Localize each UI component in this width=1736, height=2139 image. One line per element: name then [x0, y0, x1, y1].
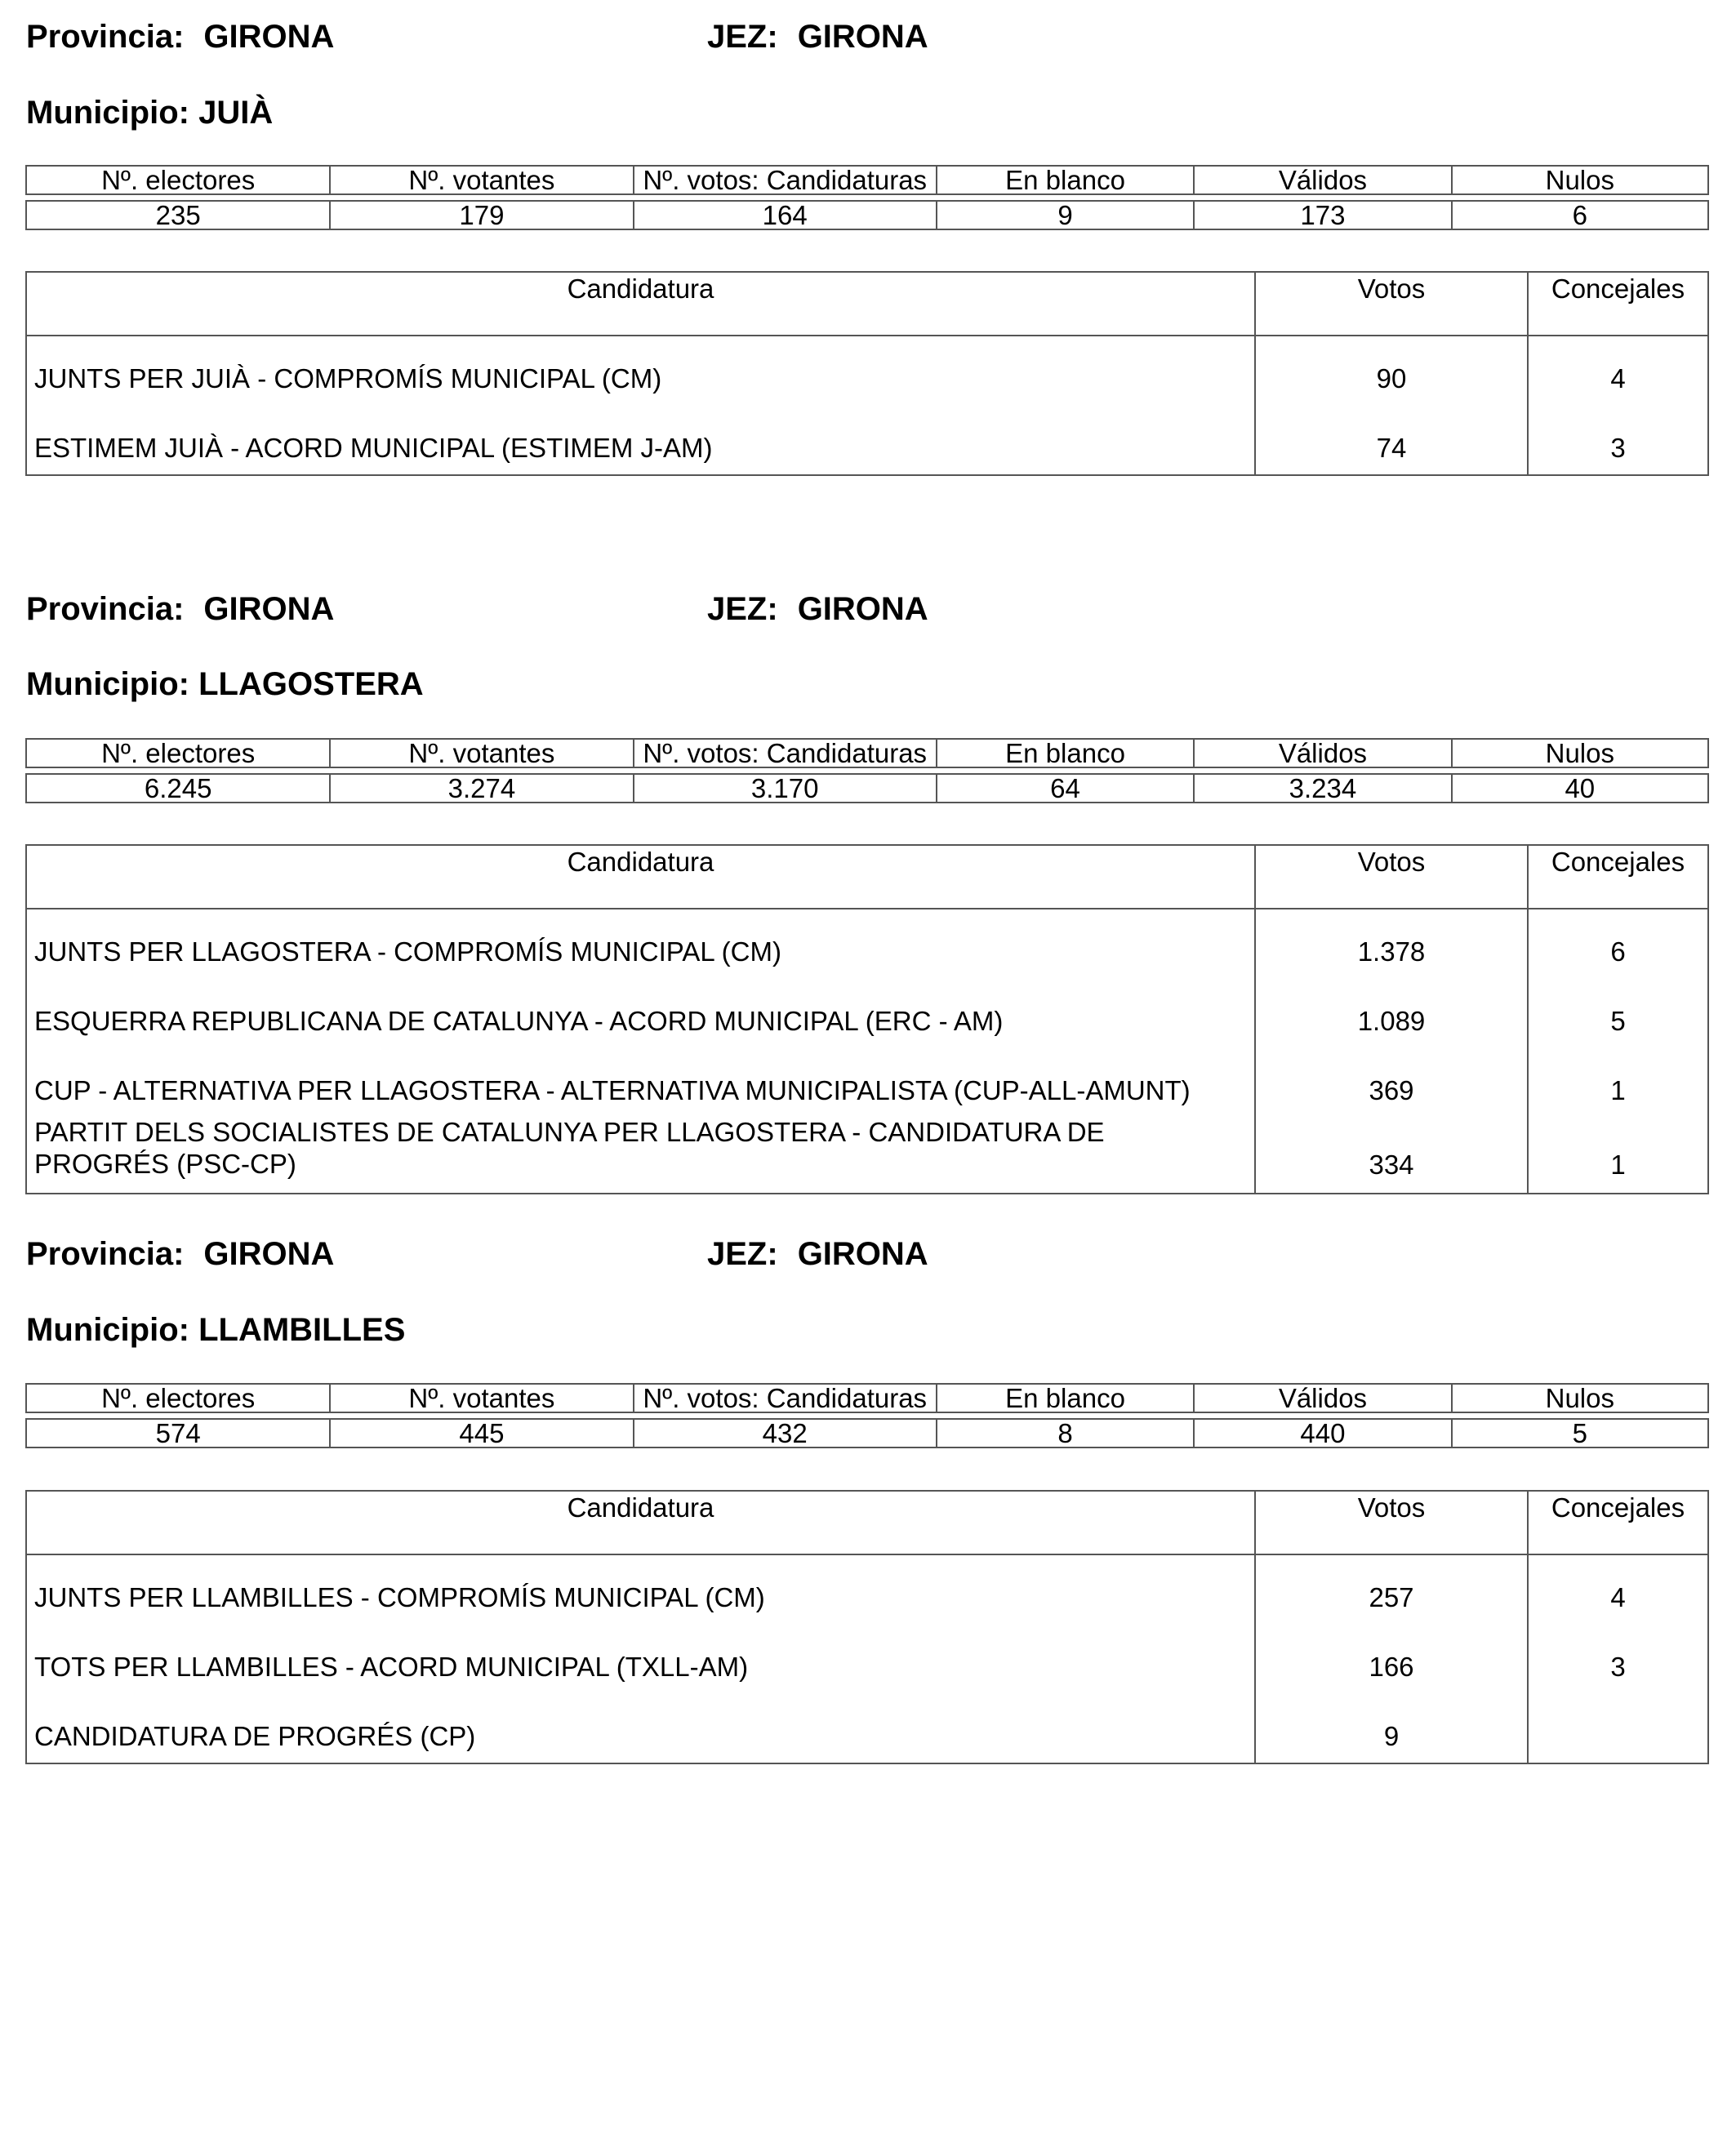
summary-header-row	[25, 165, 1709, 195]
summary-value-row	[25, 200, 1709, 230]
votos-candidaturas-header: Nº. votos: Candidaturas	[633, 167, 936, 193]
en-blanco-header: En blanco	[936, 740, 1193, 767]
votos-header: Votos	[1357, 273, 1426, 304]
candidates-table	[25, 271, 1709, 476]
candidate-name: ESQUERRA REPUBLICANA DE CATALUNYA - ACORD MUNICIPAL (ERC - AM)	[34, 1006, 1004, 1036]
votantes-header: Nº. votantes	[329, 740, 632, 767]
nulos-header: Nulos	[1451, 1385, 1707, 1412]
summary-table	[25, 738, 1709, 805]
votantes-value: 445	[329, 1420, 632, 1447]
votos-candidaturas-header: Nº. votos: Candidaturas	[633, 740, 936, 767]
validos-header: Válidos	[1193, 167, 1450, 193]
municipio-label: Municipio:	[26, 666, 189, 702]
nulos-header: Nulos	[1451, 167, 1707, 193]
jez-label: JEZ:	[707, 19, 778, 55]
candidate-votes: 9	[1383, 1721, 1400, 1751]
electores-value: 6.245	[144, 775, 212, 802]
validos-header: Válidos	[1193, 740, 1450, 767]
candidate-votes: 369	[1369, 1075, 1414, 1105]
candidates-header-row	[27, 1492, 1707, 1555]
en-blanco-header: En blanco	[936, 1385, 1193, 1412]
validos-header: Válidos	[1193, 1385, 1450, 1412]
summary-value-row	[25, 773, 1709, 803]
votantes-header: Nº. votantes	[329, 167, 632, 193]
electores-header: Nº. electores	[101, 740, 256, 767]
votos-candidaturas-header: Nº. votos: Candidaturas	[633, 1385, 936, 1412]
candidate-name: TOTS PER LLAMBILLES - ACORD MUNICIPAL (TXLL-AM)	[34, 1652, 749, 1682]
municipio-heading	[26, 1311, 405, 1349]
validos-value: 440	[1193, 1420, 1450, 1447]
en-blanco-value: 9	[936, 202, 1193, 229]
jez-value: GIRONA	[797, 591, 928, 627]
candidate-name: JUNTS PER JUIÀ - COMPROMÍS MUNICIPAL (CM)	[34, 363, 662, 394]
validos-value: 173	[1193, 202, 1450, 229]
validos-value: 3.234	[1193, 775, 1450, 802]
candidate-seats: 3	[1610, 1652, 1626, 1682]
candidate-name: ESTIMEM JUIÀ - ACORD MUNICIPAL (ESTIMEM J-AM)	[34, 433, 713, 463]
en-blanco-header: En blanco	[936, 167, 1193, 193]
concejales-header: Concejales	[1551, 847, 1685, 877]
candidates-header-row	[27, 846, 1707, 909]
jez-label: JEZ:	[707, 591, 778, 627]
provincia-label: Provincia:	[26, 1236, 185, 1272]
provincia-value: GIRONA	[203, 1236, 335, 1272]
votantes-header: Nº. votantes	[329, 1385, 632, 1412]
candidatura-header: Candidatura	[567, 1492, 714, 1523]
candidate-seats: 6	[1610, 936, 1626, 967]
municipio-value: JUIÀ	[198, 95, 274, 131]
nulos-value: 6	[1451, 202, 1707, 229]
candidate-votes: 166	[1369, 1652, 1414, 1682]
candidate-votes: 334	[1369, 1150, 1414, 1180]
en-blanco-value: 64	[936, 775, 1193, 802]
candidates-header-row	[27, 273, 1707, 336]
municipio-value: LLAGOSTERA	[198, 666, 424, 702]
candidate-votes: 74	[1376, 433, 1407, 463]
municipio-label: Municipio:	[26, 95, 189, 131]
candidate-seats: 4	[1610, 363, 1626, 394]
candidate-name: JUNTS PER LLAGOSTERA - COMPROMÍS MUNICIPAL (CM)	[34, 936, 781, 967]
concejales-header: Concejales	[1551, 1492, 1685, 1523]
votos-header: Votos	[1357, 1492, 1426, 1523]
votos-header: Votos	[1357, 847, 1426, 877]
electores-header: Nº. electores	[101, 1385, 256, 1412]
provincia-value: GIRONA	[203, 19, 335, 55]
candidate-name: PARTIT DELS SOCIALISTES DE CATALUNYA PER LLAGOSTERA - CANDIDATURA DE PROGRÉS (PSC-CP)	[34, 1117, 1105, 1179]
summary-header-row	[25, 738, 1709, 768]
summary-header-row	[25, 1383, 1709, 1413]
summary-value-row	[25, 1418, 1709, 1448]
candidatura-header: Candidatura	[567, 847, 714, 877]
jez-label: JEZ:	[707, 1236, 778, 1272]
provincia-heading	[26, 18, 334, 56]
en-blanco-value: 8	[936, 1420, 1193, 1447]
candidatura-header: Candidatura	[567, 273, 714, 304]
municipio-heading	[26, 665, 424, 703]
nulos-header: Nulos	[1451, 740, 1707, 767]
electores-value: 235	[155, 202, 201, 229]
provincia-heading	[26, 1235, 334, 1273]
summary-table	[25, 165, 1709, 232]
electores-value: 574	[155, 1420, 201, 1447]
municipio-value: LLAMBILLES	[198, 1312, 406, 1348]
concejales-header: Concejales	[1551, 273, 1685, 304]
candidate-seats: 5	[1610, 1006, 1626, 1036]
jez-value: GIRONA	[797, 19, 928, 55]
provincia-label: Provincia:	[26, 19, 185, 55]
candidate-votes: 1.378	[1357, 936, 1426, 967]
jez-value: GIRONA	[797, 1236, 928, 1272]
provincia-value: GIRONA	[203, 591, 335, 627]
candidate-seats: 4	[1610, 1582, 1626, 1612]
candidate-votes: 1.089	[1357, 1006, 1426, 1036]
provincia-label: Provincia:	[26, 591, 185, 627]
candidate-name: CANDIDATURA DE PROGRÉS (CP)	[34, 1721, 476, 1751]
electores-header: Nº. electores	[101, 167, 256, 193]
votantes-value: 179	[329, 202, 632, 229]
candidate-seats: 1	[1610, 1150, 1626, 1180]
candidate-votes: 257	[1369, 1582, 1414, 1612]
candidate-votes: 90	[1376, 363, 1407, 394]
votantes-value: 3.274	[329, 775, 632, 802]
candidate-seats: 3	[1610, 433, 1626, 463]
municipio-heading	[26, 94, 273, 131]
jez-heading	[707, 590, 928, 628]
candidate-name: CUP - ALTERNATIVA PER LLAGOSTERA - ALTERNATIVA MUNICIPALISTA (CUP-ALL-AMUNT)	[34, 1075, 1191, 1105]
candidate-seats: 1	[1610, 1075, 1626, 1105]
jez-heading	[707, 1235, 928, 1273]
candidates-table	[25, 1490, 1709, 1764]
votos-candidaturas-value: 3.170	[633, 775, 936, 802]
nulos-value: 5	[1451, 1420, 1707, 1447]
candidate-name: JUNTS PER LLAMBILLES - COMPROMÍS MUNICIPAL (CM)	[34, 1582, 765, 1612]
nulos-value: 40	[1451, 775, 1707, 802]
votos-candidaturas-value: 432	[633, 1420, 936, 1447]
summary-table	[25, 1383, 1709, 1450]
candidates-table	[25, 844, 1709, 1194]
municipio-label: Municipio:	[26, 1312, 189, 1348]
jez-heading	[707, 18, 928, 56]
provincia-heading	[26, 590, 334, 628]
votos-candidaturas-value: 164	[633, 202, 936, 229]
